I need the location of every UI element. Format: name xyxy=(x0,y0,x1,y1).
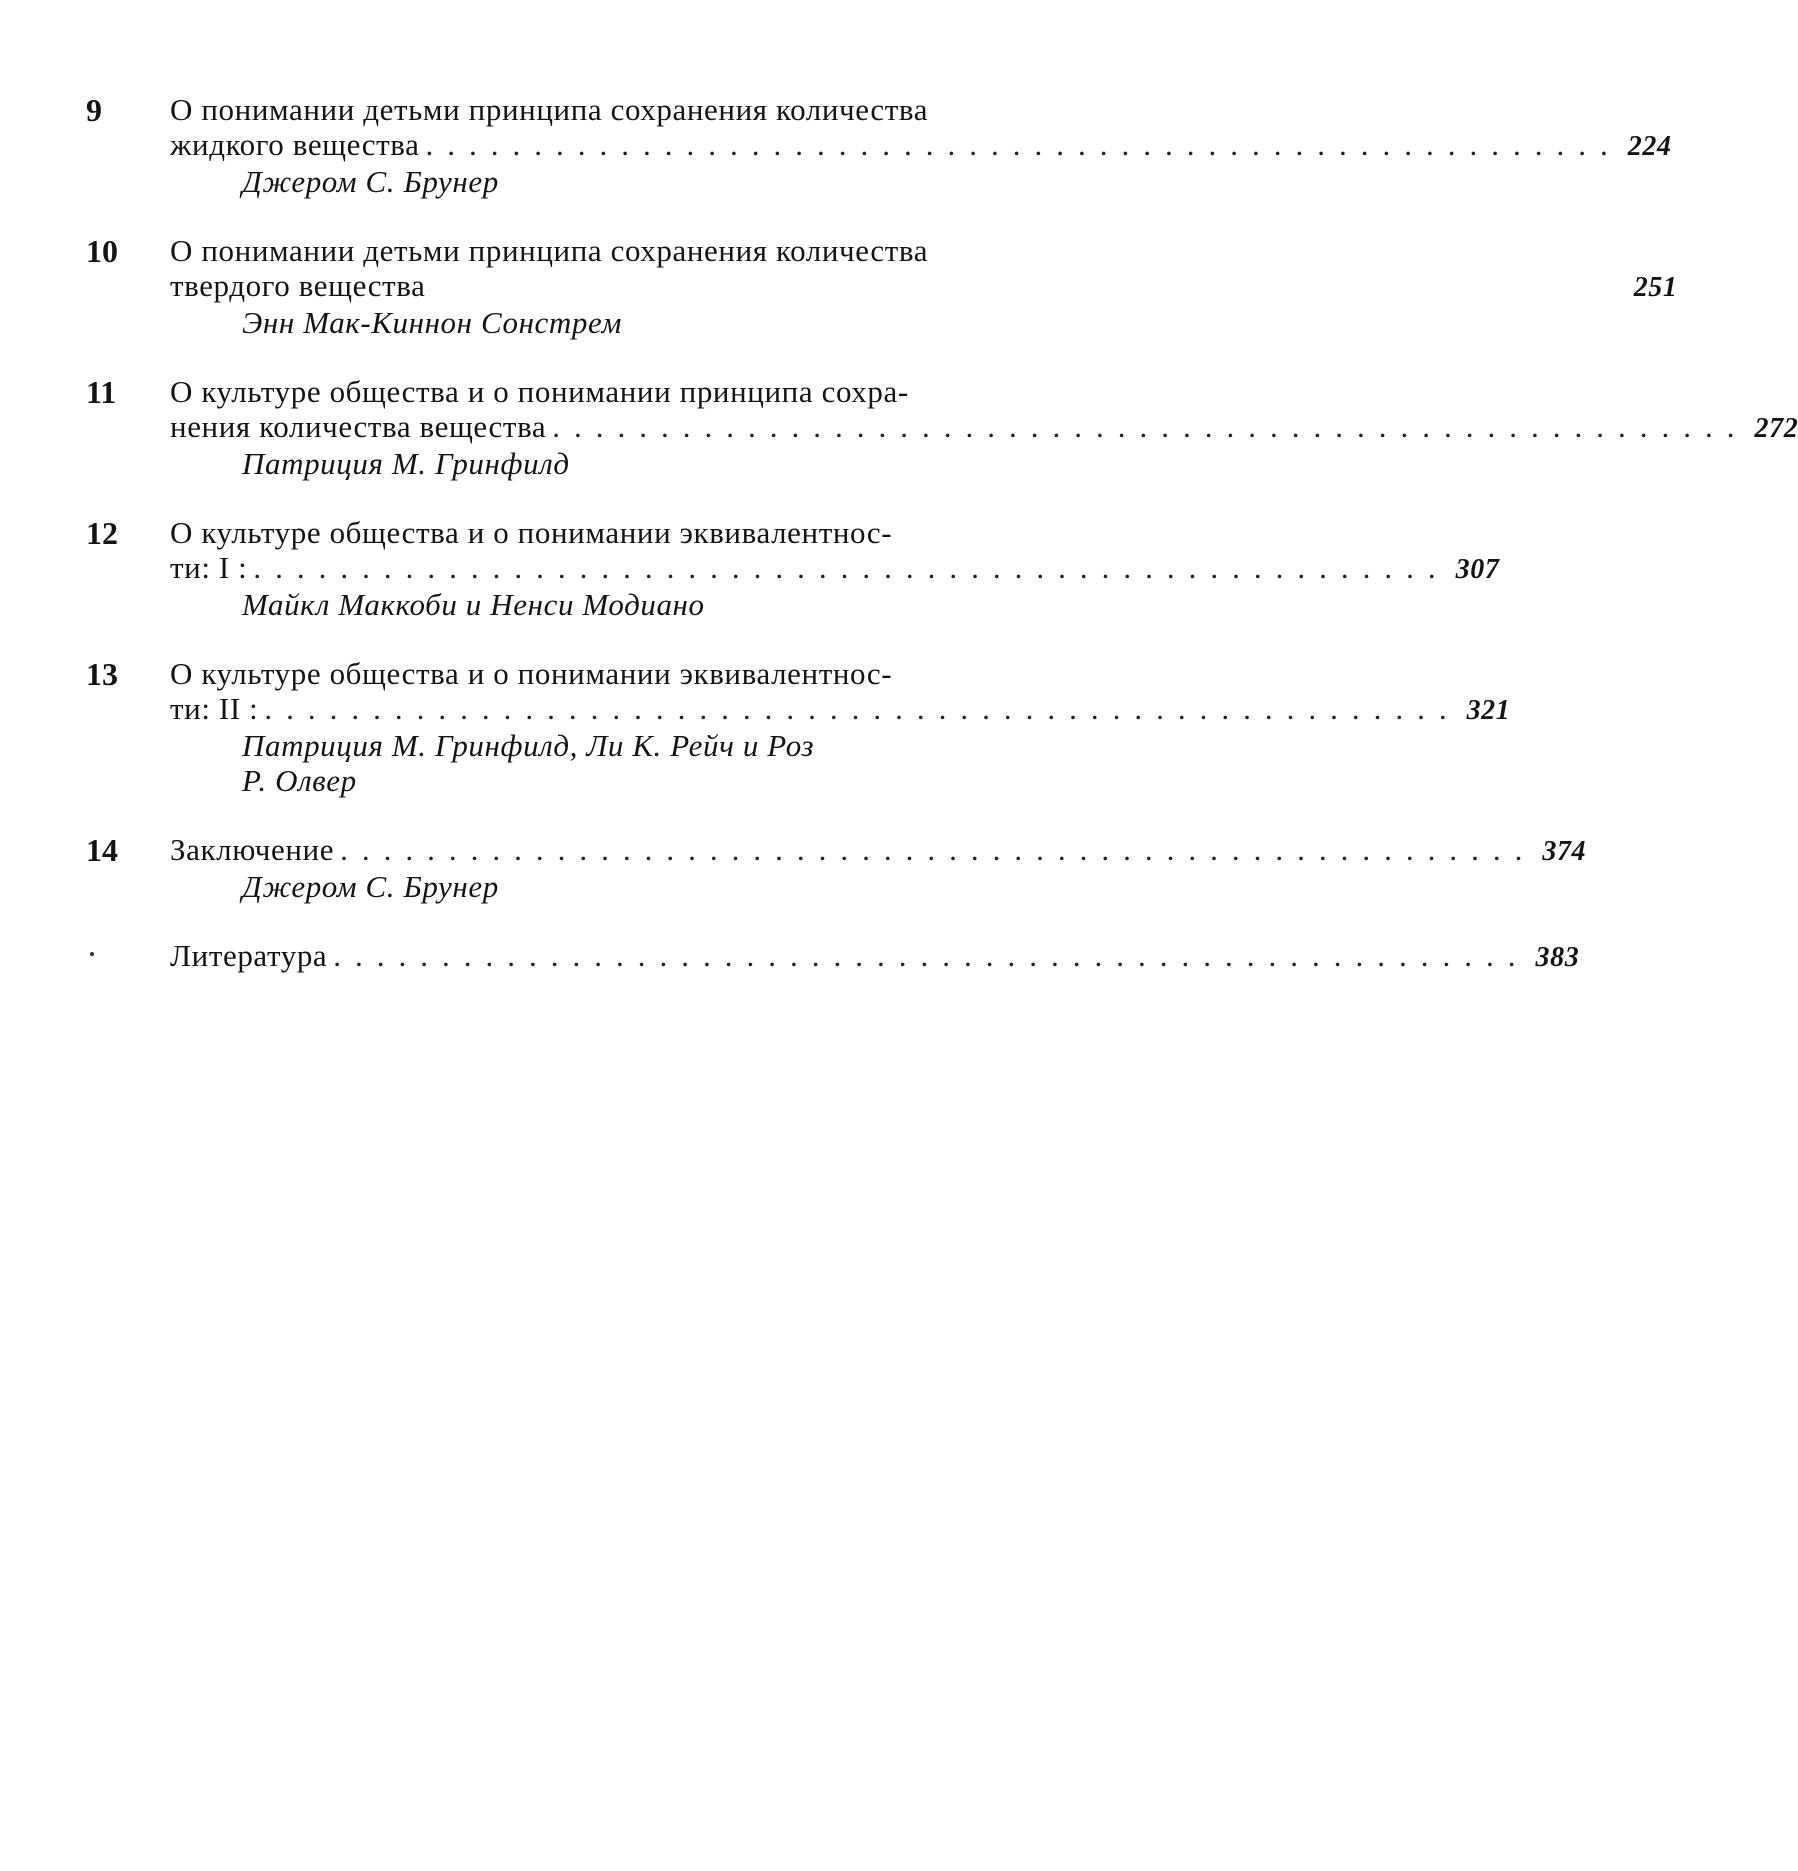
entry-title-text: ти: II : xyxy=(170,691,259,726)
page-number: 383 xyxy=(1535,942,1580,973)
entry-title-last-line xyxy=(170,409,1798,446)
entry-author: Патриция М. Гринфилд xyxy=(242,446,570,481)
entry-title-last-line xyxy=(170,550,1500,587)
chapter-number: 14 xyxy=(86,832,118,868)
entry-author: Джером С. Брунер xyxy=(242,869,499,904)
margin-dot xyxy=(90,952,94,956)
chapter-number: 13 xyxy=(86,656,118,692)
entry-author: Майкл Маккоби и Ненси Модиано xyxy=(242,587,705,622)
entry-title-text: ти: I : xyxy=(170,550,248,585)
page-number: 272 xyxy=(1754,413,1798,444)
entry-title-text: жидкого вещества xyxy=(170,127,420,162)
entry-title-last-line xyxy=(170,127,1672,164)
dot-leader: ....................................................... xyxy=(333,938,1530,973)
entry-title-line: О культуре общества и о понимании эквивалентнос- xyxy=(170,656,893,691)
chapter-number: 11 xyxy=(86,374,117,410)
entry-author: Энн Мак-Киннон Сонстрем xyxy=(242,305,622,340)
page-number: 224 xyxy=(1627,131,1672,162)
dot-leader: ....................................................... xyxy=(425,127,1622,162)
entry-title-text: нения количества вещества xyxy=(170,409,547,444)
table-of-contents xyxy=(86,92,1798,1009)
chapter-number: 9 xyxy=(86,92,102,128)
entry-title-last-line xyxy=(170,938,1580,975)
chapter-number: 12 xyxy=(86,515,118,551)
entry-body xyxy=(170,92,1672,199)
dot-leader: ....................................................... xyxy=(552,409,1749,444)
entry-title-last-line xyxy=(170,268,1678,305)
dot-leader: ....................................................... xyxy=(264,691,1461,726)
entry-body xyxy=(170,233,1678,340)
entry-body xyxy=(170,656,1511,798)
toc-entry[interactable] xyxy=(86,92,1672,199)
toc-entry[interactable] xyxy=(86,656,1511,798)
entry-body xyxy=(170,938,1580,975)
entry-title-text: Литература xyxy=(170,938,328,973)
page-number: 307 xyxy=(1455,554,1500,585)
entry-body xyxy=(170,374,1798,481)
toc-entry[interactable] xyxy=(86,938,1580,975)
chapter-number: 10 xyxy=(86,233,118,269)
entry-author: Патриция М. Гринфилд, Ли К. Рейч и Роз xyxy=(242,728,815,763)
entry-title-line: О понимании детьми принципа сохранения количества xyxy=(170,233,929,268)
entry-title-line: О культуре общества и о понимании принципа сохра- xyxy=(170,374,909,409)
entry-title-line: О культуре общества и о понимании эквивалентнос- xyxy=(170,515,893,550)
page-number: 251 xyxy=(1633,272,1678,303)
toc-entry[interactable] xyxy=(86,374,1798,481)
entry-title-text: твердого вещества xyxy=(170,268,426,303)
toc-entry[interactable] xyxy=(86,233,1678,340)
dot-leader: ....................................................... xyxy=(340,832,1537,867)
toc-entry[interactable] xyxy=(86,515,1500,622)
entry-title-last-line xyxy=(170,832,1587,869)
entry-body xyxy=(170,515,1500,622)
dot-leader: ....................................................... xyxy=(253,550,1450,585)
entry-title-text: Заключение xyxy=(170,832,335,867)
entry-author-continued: Р. Олвер xyxy=(242,763,357,798)
entry-body xyxy=(170,832,1587,904)
page-number: 374 xyxy=(1542,836,1587,867)
entry-author: Джером С. Брунер xyxy=(242,164,499,199)
entry-title-last-line xyxy=(170,691,1511,728)
entry-title-line: О понимании детьми принципа сохранения количества xyxy=(170,92,929,127)
toc-entry[interactable] xyxy=(86,832,1587,904)
page-number: 321 xyxy=(1466,695,1511,726)
